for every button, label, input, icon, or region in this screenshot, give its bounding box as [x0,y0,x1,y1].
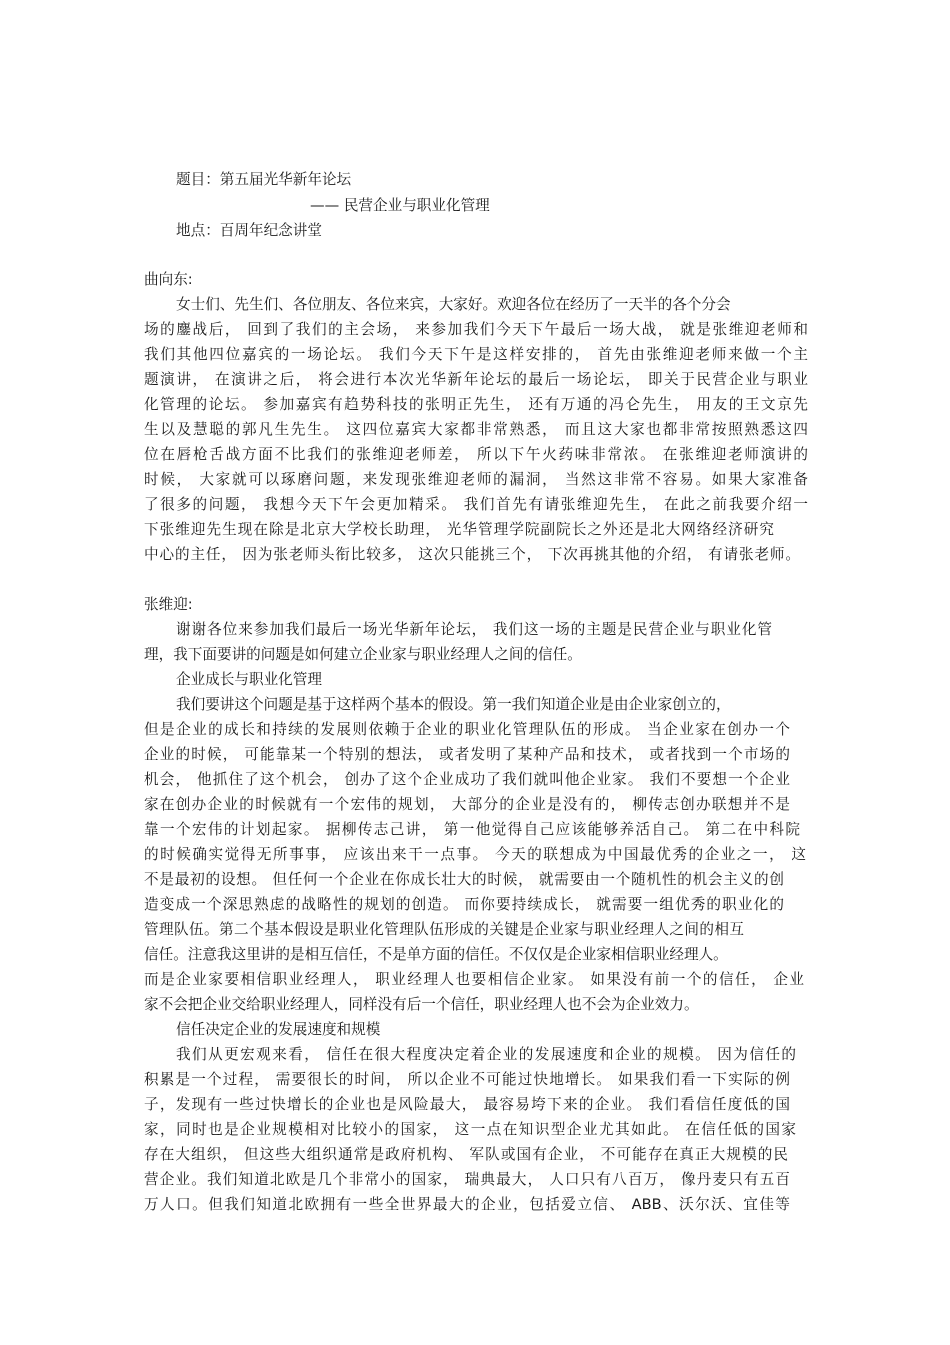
speech-line: 我们其他四位嘉宾的一场论坛。 我们今天下午是这样安排的， 首先由张维迎老师来做一个主 [144,346,808,363]
speech-line: 下张维迎先生现在除是北京大学校长助理， 光华管理学院副院长之外还是北大网络经济研究 [144,521,774,538]
speech-line: 靠一个宏伟的计划起家。 据柳传志己讲， 第一他觉得自己应该能够养活自己。 第二在中科院 [144,821,800,838]
speech-line: 题演讲， 在演讲之后， 将会进行本次光华新年论坛的最后一场论坛， 即关于民营企业与职业 [144,371,808,388]
speech-line: 谢谢各位来参加我们最后一场光华新年论坛， 我们这一场的主题是民营企业与职业化管 [176,621,772,638]
speech-line: 家，同时也是企业规模相对比较小的国家， 这一点在知识型企业尤其如此。 在信任低的国家 [144,1121,796,1138]
doc-subtitle: —— 民营企业与职业化管理 [310,197,490,214]
speech-line: 积累是一个过程， 需要很长的时间， 所以企业不可能过快地增长。 如果我们看一下实际的例 [144,1071,790,1088]
speech-line: 但是企业的成长和持续的发展则依赖于企业的职业化管理队伍的形成。 当企业家在创办一个 [144,721,790,738]
speech-line: 而是企业家要相信职业经理人， 职业经理人也要相信企业家。 如果没有前一个的信任， 企业 [144,971,804,988]
speech-line: 家不会把企业交给职业经理人，同样没有后一个信任，职业经理人也不会为企业效力。 [144,996,699,1013]
section-heading: 信任决定企业的发展速度和规模 [176,1021,381,1038]
speech-line: 中心的主任， 因为张老师头衔比较多， 这次只能挑三个， 下次再挑其他的介绍， 有请张老师。 [144,546,800,563]
speech-line: 企业的时候， 可能靠某一个特别的想法， 或者发明了某种产品和技术， 或者找到一个市场的 [144,746,790,763]
speech-line: 了很多的问题， 我想今天下午会更加精采。 我们首先有请张维迎先生， 在此之前我要介绍一 [144,496,808,513]
speech-line: 我们从更宏观来看， 信任在很大程度决定着企业的发展速度和企业的规模。 因为信任的 [176,1046,796,1063]
speech-line: 不是最初的设想。 但任何一个企业在你成长壮大的时候， 就需要由一个随机性的机会主义的创 [144,871,784,888]
speech-line: 信任。注意我这里讲的是相互信任，不是单方面的信任。不仅仅是企业家相信职业经理人。 [144,946,728,963]
speaker-name-qu: 曲向东: [144,271,193,288]
speech-line: 营企业。我们知道北欧是几个非常小的国家， 瑞典最大， 人口只有八百万， 像丹麦只有五百 [144,1171,790,1188]
speech-line: 化管理的论坛。 参加嘉宾有趋势科技的张明正先生， 还有万通的冯仑先生， 用友的王文京先 [144,396,808,413]
speech-line: 我们要讲这个问题是基于这样两个基本的假设。第一我们知道企业是由企业家创立的， [176,696,731,713]
speech-line: 时候， 大家就可以琢磨问题，来发现张维迎老师的漏洞， 当然这非常不容易。如果大家准备 [144,471,808,488]
speech-line: 理，我下面要讲的问题是如何建立企业家与职业经理人之间的信任。 [144,646,582,663]
speech-line: 生以及慧聪的郭凡生先生。 这四位嘉宾大家都非常熟悉， 而且这大家也都非常按照熟悉这四 [144,421,808,438]
speech-line: 女士们、先生们、各位朋友、各位来宾，大家好。欢迎各位在经历了一天半的各个分会 [176,296,731,313]
speech-line: 存在大组织， 但这些大组织通常是政府机构、 军队或国有企业， 不可能存在真正大规模的民 [144,1146,788,1163]
speech-line: 机会， 他抓住了这个机会， 创办了这个企业成功了我们就叫他企业家。 我们不要想一个企业 [144,771,790,788]
speech-line: 造变成一个深思熟虑的战略性的规划的创造。 而你要持续成长， 就需要一组优秀的职业化的 [144,896,784,913]
doc-title: 题目：第五届光华新年论坛 [176,171,352,188]
speech-line: 家在创办企业的时候就有一个宏伟的规划， 大部分的企业是没有的， 柳传志创办联想并不是 [144,796,790,813]
speech-line: 管理队伍。第二个基本假设是职业化管理队伍形成的关键是企业家与职业经理人之间的相互 [144,921,744,938]
section-heading: 企业成长与职业化管理 [176,671,322,688]
speech-line: 场的鏖战后， 回到了我们的主会场， 来参加我们今天下午最后一场大战， 就是张维迎老师和 [144,321,808,338]
doc-location: 地点：百周年纪念讲堂 [176,222,322,239]
speech-line: 位在唇枪舌战方面不比我们的张维迎老师差， 所以下午火药味非常浓。 在张维迎老师演讲的 [144,446,808,463]
speech-line: 子，发现有一些过快增长的企业也是风险最大， 最容易垮下来的企业。 我们看信任度低的国 [144,1096,790,1113]
speech-line: 万人口。但我们知道北欧拥有一些全世界最大的企业，包括爱立信、 ABB、沃尔沃、宜佳等 [144,1196,790,1213]
speaker-name-zhang: 张维迎: [144,596,193,613]
speech-line: 的时候确实觉得无所事事， 应该出来干一点事。 今天的联想成为中国最优秀的企业之一， 这 [144,846,806,863]
